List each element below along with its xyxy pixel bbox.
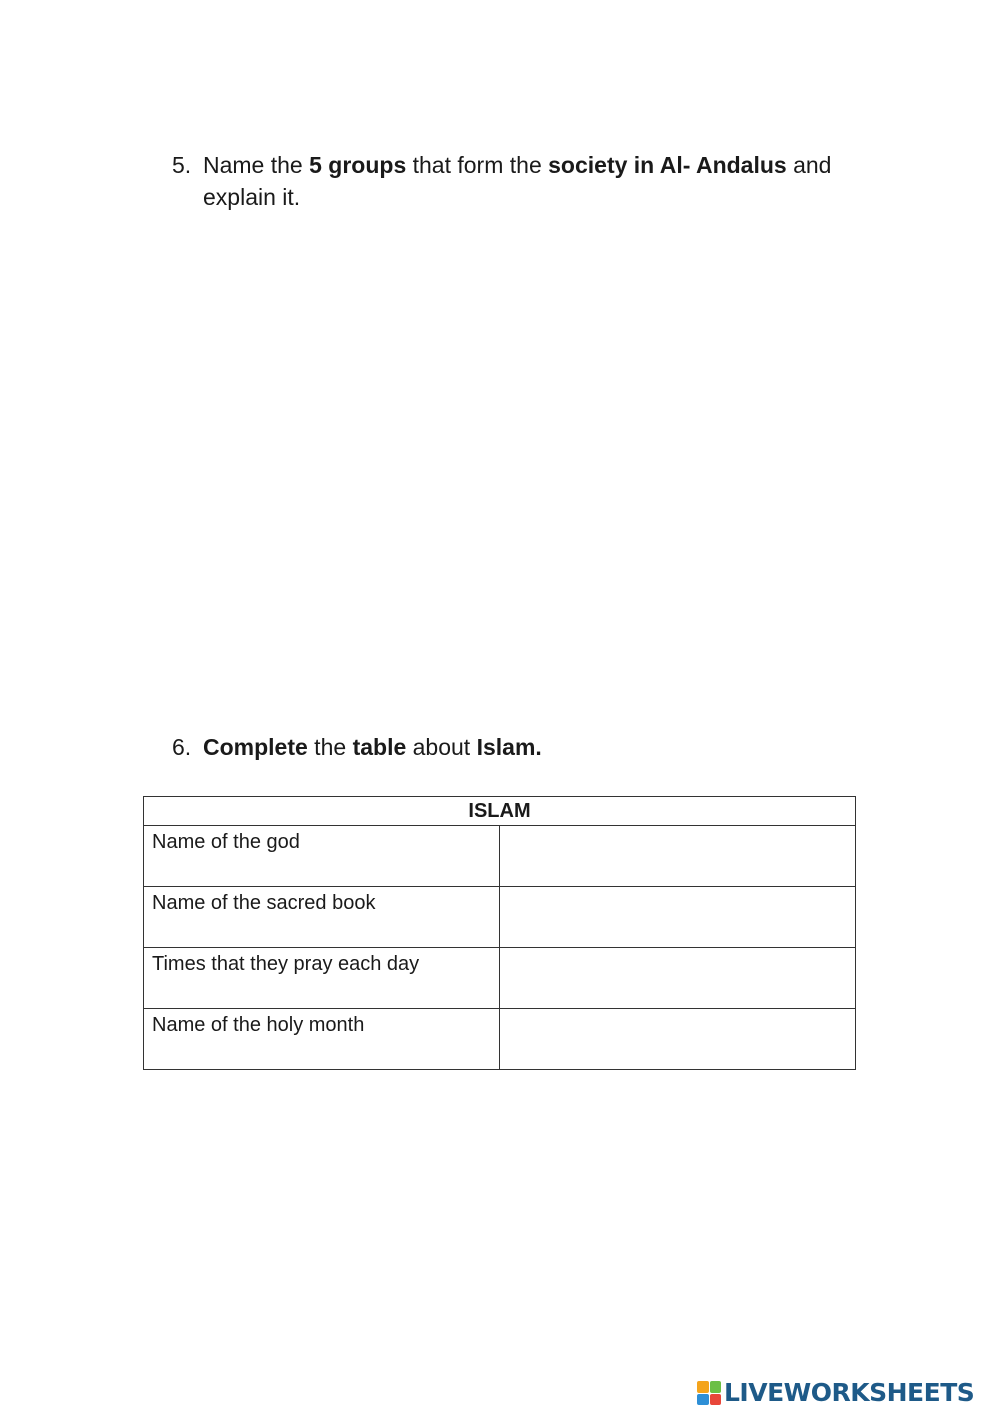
question-number: 6. (172, 734, 192, 760)
table-row (144, 826, 856, 887)
text-run: Name the (203, 152, 310, 178)
question-text (203, 149, 832, 213)
answer-input-prayer-times[interactable] (500, 948, 855, 1008)
bold-text-run: Complete (203, 734, 308, 760)
text-run: and explain it. (203, 152, 832, 210)
row-label: Name of the holy month (144, 1009, 500, 1070)
bold-text-run: table (352, 734, 407, 760)
text-run: that form the (406, 152, 549, 178)
liveworksheets-logo (697, 1378, 974, 1408)
brand-text: LIVEWORKSHEETS (724, 1378, 975, 1407)
answer-cell[interactable] (500, 826, 856, 887)
table-header: ISLAM (144, 797, 856, 826)
table-row (144, 948, 856, 1009)
answer-input-god[interactable] (500, 826, 855, 886)
row-label: Times that they pray each day (144, 948, 500, 1009)
logo-square (697, 1381, 709, 1393)
table-header-row (144, 797, 856, 826)
question-6 (172, 731, 832, 763)
bold-text-run: society in Al- Andalus (548, 152, 787, 178)
logo-square (697, 1394, 709, 1406)
logo-square (710, 1381, 722, 1393)
islam-table (143, 796, 856, 1070)
table-row (144, 887, 856, 948)
question-number: 5. (172, 152, 192, 178)
row-label: Name of the sacred book (144, 887, 500, 948)
bold-text-run: Islam. (476, 734, 542, 760)
text-run: about (406, 734, 477, 760)
answer-cell[interactable] (500, 948, 856, 1009)
question-text (203, 731, 542, 763)
table-row (144, 1009, 856, 1070)
answer-cell[interactable] (500, 887, 856, 948)
answer-input-sacred-book[interactable] (500, 887, 855, 947)
question-5 (172, 149, 832, 213)
bold-text-run: 5 groups (309, 152, 407, 178)
text-run: the (307, 734, 353, 760)
answer-input-holy-month[interactable] (500, 1009, 855, 1069)
answer-cell[interactable] (500, 1009, 856, 1070)
liveworksheets-logo-icon (697, 1381, 721, 1405)
row-label: Name of the god (144, 826, 500, 887)
logo-square (710, 1394, 722, 1406)
